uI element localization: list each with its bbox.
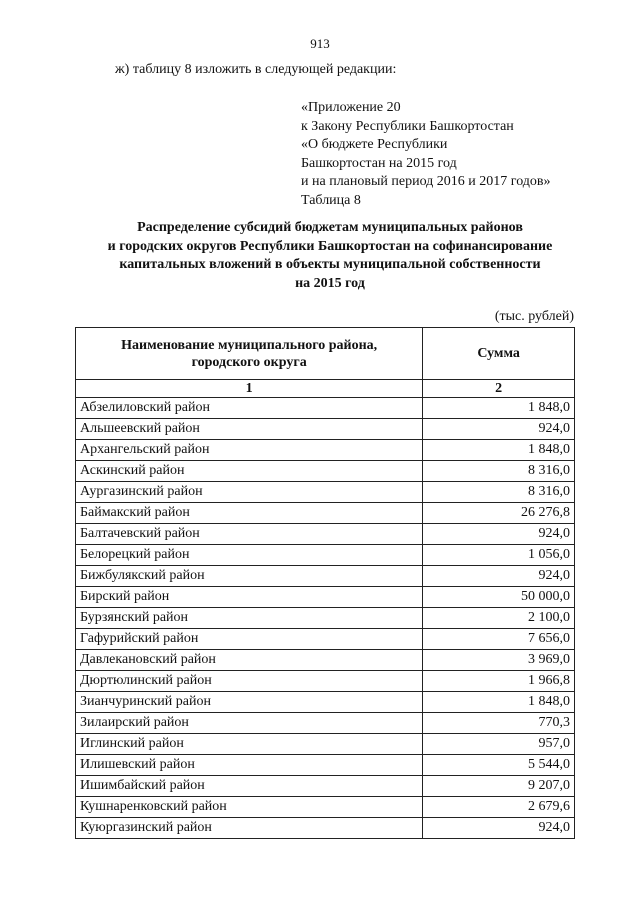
subsidy-amount: 8 316,0 xyxy=(423,482,575,503)
subsidy-amount: 1 966,8 xyxy=(423,671,575,692)
page-number: 913 xyxy=(310,36,330,51)
district-name: Куюргазинский район xyxy=(76,818,423,839)
appendix-line: «О бюджете Республики xyxy=(301,137,448,152)
subsidy-amount: 5 544,0 xyxy=(423,755,575,776)
district-name: Зилаирский район xyxy=(76,713,423,734)
header-name-line: городского округа xyxy=(191,354,307,370)
district-name: Ишимбайский район xyxy=(76,776,423,797)
title-line: Распределение субсидий бюджетам муниципальных районов xyxy=(137,220,523,235)
district-name: Аскинский район xyxy=(76,461,423,482)
subsidy-amount: 924,0 xyxy=(423,818,575,839)
district-name: Кушнаренковский район xyxy=(76,797,423,818)
subsidy-amount: 2 100,0 xyxy=(423,608,575,629)
district-name: Абзелиловский район xyxy=(76,398,423,419)
subsidy-amount: 924,0 xyxy=(423,566,575,587)
appendix-line: и на плановый период 2016 и 2017 годов» xyxy=(301,174,551,189)
table-row xyxy=(76,419,575,440)
table-row xyxy=(76,713,575,734)
header-sum: Сумма xyxy=(423,328,575,380)
subsidy-amount: 26 276,8 xyxy=(423,503,575,524)
column-number: 1 xyxy=(76,380,423,398)
district-name: Аургазинский район xyxy=(76,482,423,503)
table-body xyxy=(76,398,575,839)
appendix-line: «Приложение 20 xyxy=(301,100,401,115)
subsidy-amount: 957,0 xyxy=(423,734,575,755)
district-name: Альшеевский район xyxy=(76,419,423,440)
table-row xyxy=(76,524,575,545)
table-row xyxy=(76,692,575,713)
district-name: Бирский район xyxy=(76,587,423,608)
district-name: Баймакский район xyxy=(76,503,423,524)
appendix-line: к Закону Республики Башкортостан xyxy=(301,118,514,134)
table-row xyxy=(76,629,575,650)
column-number-row xyxy=(76,380,575,398)
subsidy-amount: 8 316,0 xyxy=(423,461,575,482)
district-name: Белорецкий район xyxy=(76,545,423,566)
subsidy-amount: 1 848,0 xyxy=(423,692,575,713)
table-header-row xyxy=(76,328,575,380)
subsidy-amount: 924,0 xyxy=(423,524,575,545)
table-row xyxy=(76,797,575,818)
district-name: Илишевский район xyxy=(76,755,423,776)
subsidy-amount: 1 848,0 xyxy=(423,398,575,419)
subsidy-amount: 9 207,0 xyxy=(423,776,575,797)
table-row xyxy=(76,818,575,839)
title-line: капитальных вложений в объекты муниципальной собственности xyxy=(119,257,541,272)
units-label: (тыс. рублей) xyxy=(494,309,574,324)
subsidy-amount: 2 679,6 xyxy=(423,797,575,818)
district-name: Давлекановский район xyxy=(76,650,423,671)
subsidy-amount: 1 056,0 xyxy=(423,545,575,566)
table-row xyxy=(76,755,575,776)
district-name: Архангельский район xyxy=(76,440,423,461)
district-name: Зианчуринский район xyxy=(76,692,423,713)
district-name: Дюртюлинский район xyxy=(76,671,423,692)
table-row xyxy=(76,608,575,629)
intro-text: ж) таблицу 8 изложить в следующей редакции: xyxy=(115,62,397,77)
district-name: Бурзянский район xyxy=(76,608,423,629)
table-row xyxy=(76,398,575,419)
subsidy-amount: 1 848,0 xyxy=(423,440,575,461)
header-name-line: Наименование муниципального района, xyxy=(121,337,378,353)
table-row xyxy=(76,461,575,482)
title-line: и городских округов Республики Башкортостан на софинансирование xyxy=(107,238,553,254)
district-name: Балтачевский район xyxy=(76,524,423,545)
district-name: Гафурийский район xyxy=(76,629,423,650)
table-label: Таблица 8 xyxy=(301,192,361,208)
table-row xyxy=(76,587,575,608)
district-name: Бижбулякский район xyxy=(76,566,423,587)
district-name: Иглинский район xyxy=(76,734,423,755)
appendix-reference xyxy=(301,99,551,210)
table-row xyxy=(76,776,575,797)
document-title xyxy=(70,219,590,293)
table-row xyxy=(76,440,575,461)
subsidy-amount: 7 656,0 xyxy=(423,629,575,650)
subsidies-table xyxy=(75,327,575,839)
subsidy-amount: 3 969,0 xyxy=(423,650,575,671)
title-line: на 2015 год xyxy=(295,275,365,291)
table-row xyxy=(76,545,575,566)
subsidy-amount: 770,3 xyxy=(423,713,575,734)
subsidy-amount: 50 000,0 xyxy=(423,587,575,608)
table-row xyxy=(76,650,575,671)
table-row xyxy=(76,671,575,692)
table-row xyxy=(76,566,575,587)
subsidy-amount: 924,0 xyxy=(423,419,575,440)
table-row xyxy=(76,734,575,755)
header-name xyxy=(76,328,423,380)
appendix-line: Башкортостан на 2015 год xyxy=(301,155,457,171)
column-number: 2 xyxy=(423,380,575,398)
table-row xyxy=(76,482,575,503)
table-row xyxy=(76,503,575,524)
